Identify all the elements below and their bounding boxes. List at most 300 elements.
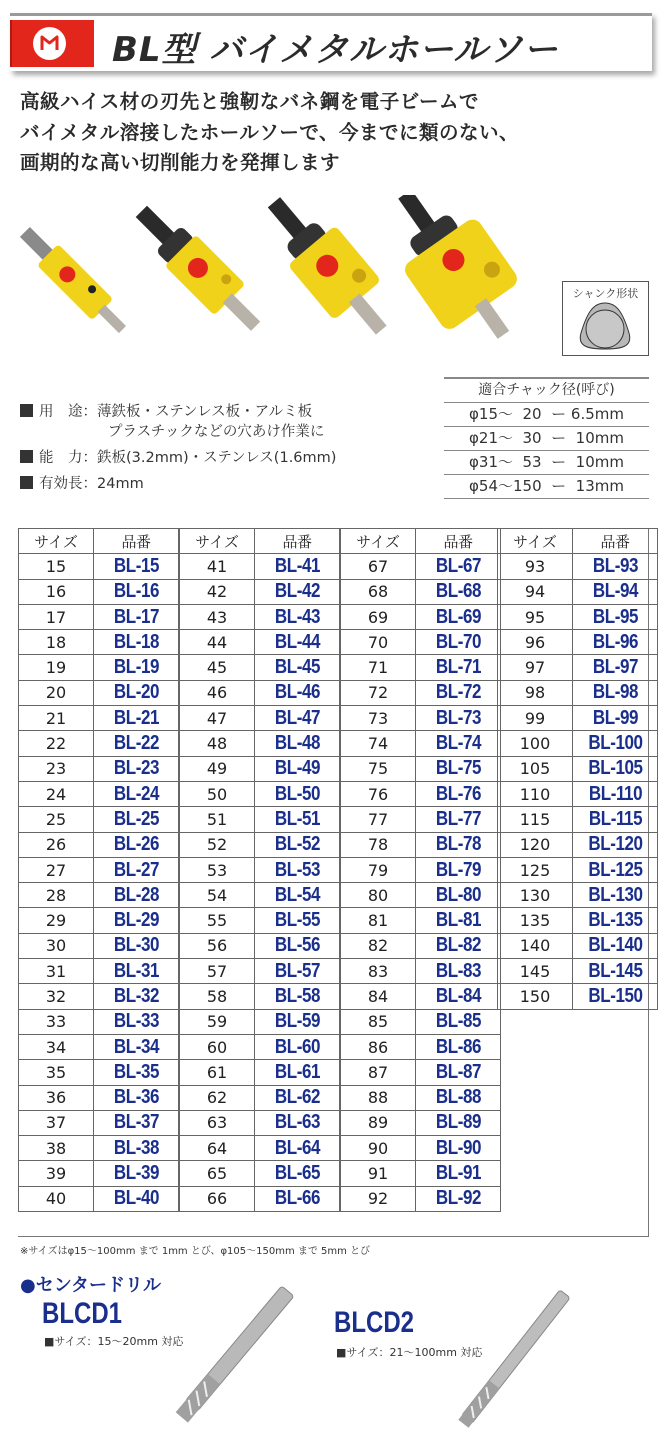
table-row <box>19 908 179 933</box>
table-row <box>180 781 340 806</box>
size-cell: 94 <box>498 579 573 604</box>
part-number-cell: BL-21 <box>100 706 172 731</box>
lead-line-1: 高級ハイス材の刃先と強靭なバネ鋼を電子ビームで <box>20 90 480 113</box>
square-bullet-icon <box>20 404 33 417</box>
size-cell: 93 <box>498 554 573 579</box>
table-row <box>19 1161 179 1186</box>
part-number-cell: BL-59 <box>261 1009 333 1034</box>
part-number-cell: BL-63 <box>261 1110 333 1135</box>
size-cell: 67 <box>341 554 416 579</box>
size-cell: 36 <box>19 1085 94 1110</box>
part-number-cell: BL-78 <box>422 832 494 857</box>
center-drill-title: ●センタードリル <box>20 1275 161 1296</box>
part-number-cell: BL-54 <box>261 883 333 908</box>
size-cell: 80 <box>341 883 416 908</box>
part-number-cell: BL-57 <box>261 959 333 984</box>
table-row <box>498 630 658 655</box>
size-cell: 130 <box>498 883 573 908</box>
table-row <box>180 554 340 579</box>
part-number-cell: BL-15 <box>100 554 172 579</box>
table-row <box>498 756 658 781</box>
size-cell: 85 <box>341 1009 416 1034</box>
table-row <box>19 1186 179 1211</box>
size-cell: 89 <box>341 1110 416 1135</box>
size-cell: 57 <box>180 959 255 984</box>
part-number-cell: BL-18 <box>100 630 172 655</box>
table-row <box>19 604 179 629</box>
table-header-row <box>19 529 179 554</box>
part-number-cell: BL-25 <box>100 807 172 832</box>
table-row <box>19 680 179 705</box>
size-cell: 43 <box>180 604 255 629</box>
table-header-row <box>341 529 501 554</box>
part-number-cell: BL-62 <box>261 1085 333 1110</box>
table-row <box>341 706 501 731</box>
part-number-cell: BL-37 <box>100 1110 172 1135</box>
part-number-cell: BL-73 <box>422 706 494 731</box>
part-number-cell: BL-71 <box>422 655 494 680</box>
size-cell: 15 <box>19 554 94 579</box>
table-row <box>19 807 179 832</box>
size-cell: 18 <box>19 630 94 655</box>
size-table <box>18 528 179 1212</box>
table-row <box>19 579 179 604</box>
table-row <box>341 1009 501 1034</box>
table-row <box>498 832 658 857</box>
spec-capacity: 能 力：鉄板(3.2mm)・ステンレス(1.6mm) <box>20 446 336 467</box>
part-number-cell: BL-70 <box>422 630 494 655</box>
size-cell: 73 <box>341 706 416 731</box>
column-header-part-number: 品番 <box>573 529 658 554</box>
table-row <box>341 604 501 629</box>
size-cell: 77 <box>341 807 416 832</box>
table-row <box>498 807 658 832</box>
size-cell: 150 <box>498 984 573 1009</box>
table-row <box>498 731 658 756</box>
size-cell: 135 <box>498 908 573 933</box>
size-cell: 91 <box>341 1161 416 1186</box>
chuck-row: φ15～ 20 ー 6.5mm <box>444 403 649 427</box>
part-number-cell: BL-27 <box>100 857 172 882</box>
table-row <box>180 756 340 781</box>
size-cell: 70 <box>341 630 416 655</box>
table-row <box>19 1034 179 1059</box>
part-number-cell: BL-100 <box>579 731 651 756</box>
table-row <box>19 1085 179 1110</box>
part-number-cell: BL-48 <box>261 731 333 756</box>
part-number-cell: BL-98 <box>579 680 651 705</box>
size-cell: 34 <box>19 1034 94 1059</box>
size-cell: 90 <box>341 1136 416 1161</box>
part-number-cell: BL-17 <box>100 604 172 629</box>
part-number-cell: BL-99 <box>579 706 651 731</box>
part-number-cell: BL-29 <box>100 908 172 933</box>
size-cell: 79 <box>341 857 416 882</box>
table-row <box>498 883 658 908</box>
size-cell: 145 <box>498 959 573 984</box>
part-number-cell: BL-68 <box>422 579 494 604</box>
chuck-row: φ54～150 ー 13mm <box>444 475 649 499</box>
spec-usage-cont: プラスチックなどの穴あけ作業に <box>108 424 325 440</box>
size-table-group-4 <box>497 528 658 1010</box>
size-cell: 56 <box>180 933 255 958</box>
table-row <box>180 604 340 629</box>
size-cell: 44 <box>180 630 255 655</box>
part-number-cell: BL-23 <box>100 756 172 781</box>
part-number-cell: BL-52 <box>261 832 333 857</box>
size-cell: 110 <box>498 781 573 806</box>
size-cell: 54 <box>180 883 255 908</box>
size-cell: 78 <box>341 832 416 857</box>
table-row <box>341 883 501 908</box>
size-cell: 88 <box>341 1085 416 1110</box>
square-bullet-icon <box>20 450 33 463</box>
size-cell: 35 <box>19 1060 94 1085</box>
table-row <box>341 807 501 832</box>
hole-saw-product-image <box>15 195 535 355</box>
center-drill-spec-1: ■サイズ：15～20mm 対応 <box>44 1335 184 1348</box>
part-number-cell: BL-69 <box>422 604 494 629</box>
column-header-part-number: 品番 <box>94 529 179 554</box>
size-cell: 125 <box>498 857 573 882</box>
part-number-cell: BL-34 <box>100 1034 172 1059</box>
size-cell: 87 <box>341 1060 416 1085</box>
column-header-size: サイズ <box>19 529 94 554</box>
size-cell: 16 <box>19 579 94 604</box>
table-row <box>180 1034 340 1059</box>
center-drill-image-2 <box>420 1285 600 1445</box>
size-cell: 61 <box>180 1060 255 1085</box>
size-cell: 50 <box>180 781 255 806</box>
part-number-cell: BL-135 <box>579 908 651 933</box>
part-number-cell: BL-66 <box>261 1186 333 1211</box>
size-cell: 100 <box>498 731 573 756</box>
column-header-size: サイズ <box>498 529 573 554</box>
column-header-part-number: 品番 <box>255 529 340 554</box>
part-number-cell: BL-38 <box>100 1136 172 1161</box>
part-number-cell: BL-140 <box>579 933 651 958</box>
table-row <box>341 1085 501 1110</box>
size-cell: 74 <box>341 731 416 756</box>
table-row <box>341 1186 501 1211</box>
size-cell: 19 <box>19 655 94 680</box>
part-number-cell: BL-41 <box>261 554 333 579</box>
part-number-cell: BL-83 <box>422 959 494 984</box>
size-cell: 66 <box>180 1186 255 1211</box>
size-cell: 29 <box>19 908 94 933</box>
size-cell: 39 <box>19 1161 94 1186</box>
chuck-table-header: 適合チャック径(呼び) <box>444 377 649 403</box>
part-number-cell: BL-93 <box>579 554 651 579</box>
lead-line-2: バイメタル溶接したホールソーで、今までに類のない、 <box>20 121 520 144</box>
table-row <box>341 959 501 984</box>
table-row <box>19 1009 179 1034</box>
size-note: ※サイズはφ15～100mm まで 1mm とび、φ105～150mm まで 5mm とび <box>20 1246 371 1257</box>
size-cell: 65 <box>180 1161 255 1186</box>
table-row <box>498 781 658 806</box>
table-row <box>180 883 340 908</box>
column-header-size: サイズ <box>341 529 416 554</box>
size-cell: 76 <box>341 781 416 806</box>
part-number-cell: BL-95 <box>579 604 651 629</box>
table-row <box>19 1110 179 1135</box>
table-row <box>341 781 501 806</box>
part-number-cell: BL-26 <box>100 832 172 857</box>
size-cell: 120 <box>498 832 573 857</box>
part-number-cell: BL-58 <box>261 984 333 1009</box>
part-number-cell: BL-79 <box>422 857 494 882</box>
table-row <box>498 908 658 933</box>
table-row <box>180 908 340 933</box>
size-cell: 47 <box>180 706 255 731</box>
table-row <box>498 680 658 705</box>
size-cell: 28 <box>19 883 94 908</box>
table-row <box>341 756 501 781</box>
table-row <box>341 933 501 958</box>
part-number-cell: BL-19 <box>100 655 172 680</box>
table-row <box>180 1085 340 1110</box>
part-number-cell: BL-105 <box>579 756 651 781</box>
part-number-cell: BL-45 <box>261 655 333 680</box>
table-header-row <box>498 529 658 554</box>
part-number-cell: BL-86 <box>422 1034 494 1059</box>
table-row <box>498 933 658 958</box>
size-cell: 21 <box>19 706 94 731</box>
size-table-group-3 <box>340 528 501 1212</box>
size-cell: 98 <box>498 680 573 705</box>
size-cell: 55 <box>180 908 255 933</box>
size-cell: 37 <box>19 1110 94 1135</box>
table-row <box>341 731 501 756</box>
table-header-row <box>180 529 340 554</box>
shank-shape-icon <box>577 301 633 351</box>
chuck-row: φ31～ 53 ー 10mm <box>444 451 649 475</box>
part-number-cell: BL-28 <box>100 883 172 908</box>
table-row <box>180 807 340 832</box>
square-bullet-icon <box>20 476 33 489</box>
table-row <box>19 706 179 731</box>
part-number-cell: BL-20 <box>100 680 172 705</box>
part-number-cell: BL-145 <box>579 959 651 984</box>
part-number-cell: BL-49 <box>261 756 333 781</box>
part-number-cell: BL-74 <box>422 731 494 756</box>
part-number-cell: BL-89 <box>422 1110 494 1135</box>
size-cell: 30 <box>19 933 94 958</box>
part-number-cell: BL-150 <box>579 984 651 1009</box>
part-number-cell: BL-50 <box>261 781 333 806</box>
table-row <box>498 579 658 604</box>
page-title: BL型 バイメタルホールソー <box>112 30 559 70</box>
part-number-cell: BL-85 <box>422 1009 494 1034</box>
size-cell: 45 <box>180 655 255 680</box>
size-cell: 17 <box>19 604 94 629</box>
part-number-cell: BL-43 <box>261 604 333 629</box>
center-drill-name-1: BLCD1 <box>42 1297 123 1330</box>
size-table <box>340 528 501 1212</box>
part-number-cell: BL-22 <box>100 731 172 756</box>
part-number-cell: BL-65 <box>261 1161 333 1186</box>
table-row <box>498 984 658 1009</box>
table-row <box>19 933 179 958</box>
part-number-cell: BL-47 <box>261 706 333 731</box>
part-number-cell: BL-92 <box>422 1186 494 1211</box>
part-number-cell: BL-36 <box>100 1085 172 1110</box>
size-cell: 33 <box>19 1009 94 1034</box>
table-row <box>498 604 658 629</box>
table-row <box>341 554 501 579</box>
part-number-cell: BL-81 <box>422 908 494 933</box>
part-number-cell: BL-87 <box>422 1060 494 1085</box>
table-row <box>498 655 658 680</box>
lead-line-3: 画期的な高い切削能力を発揮します <box>20 151 341 174</box>
size-cell: 83 <box>341 959 416 984</box>
part-number-cell: BL-82 <box>422 933 494 958</box>
table-row <box>341 857 501 882</box>
part-number-cell: BL-72 <box>422 680 494 705</box>
table-row <box>19 984 179 1009</box>
part-number-cell: BL-56 <box>261 933 333 958</box>
table-row <box>341 908 501 933</box>
size-table <box>179 528 340 1212</box>
table-row <box>180 706 340 731</box>
table-row <box>180 959 340 984</box>
table-row <box>341 832 501 857</box>
part-number-cell: BL-44 <box>261 630 333 655</box>
size-cell: 60 <box>180 1034 255 1059</box>
table-row <box>341 1034 501 1059</box>
size-cell: 41 <box>180 554 255 579</box>
part-number-cell: BL-30 <box>100 933 172 958</box>
part-number-cell: BL-130 <box>579 883 651 908</box>
table-row <box>19 781 179 806</box>
table-row <box>180 1110 340 1135</box>
part-number-cell: BL-125 <box>579 857 651 882</box>
part-number-cell: BL-97 <box>579 655 651 680</box>
size-cell: 63 <box>180 1110 255 1135</box>
table-row <box>498 857 658 882</box>
part-number-cell: BL-46 <box>261 680 333 705</box>
size-cell: 27 <box>19 857 94 882</box>
part-number-cell: BL-24 <box>100 781 172 806</box>
part-number-cell: BL-40 <box>100 1186 172 1211</box>
size-cell: 25 <box>19 807 94 832</box>
part-number-cell: BL-61 <box>261 1060 333 1085</box>
size-table-group-1 <box>18 528 179 1212</box>
table-row <box>498 959 658 984</box>
part-number-cell: BL-110 <box>579 781 651 806</box>
part-number-cell: BL-42 <box>261 579 333 604</box>
size-cell: 140 <box>498 933 573 958</box>
table-row <box>19 959 179 984</box>
table-row <box>341 680 501 705</box>
size-table <box>497 528 658 1010</box>
part-number-cell: BL-94 <box>579 579 651 604</box>
size-cell: 64 <box>180 1136 255 1161</box>
table-row <box>498 706 658 731</box>
size-table-group-2 <box>179 528 340 1212</box>
size-cell: 26 <box>19 832 94 857</box>
table-row <box>180 832 340 857</box>
shank-shape-box <box>562 281 649 356</box>
part-number-cell: BL-96 <box>579 630 651 655</box>
part-number-cell: BL-75 <box>422 756 494 781</box>
table-row <box>180 933 340 958</box>
table-row <box>19 731 179 756</box>
table-row <box>341 1060 501 1085</box>
column-header-size: サイズ <box>180 529 255 554</box>
size-cell: 58 <box>180 984 255 1009</box>
size-cell: 69 <box>341 604 416 629</box>
table-row <box>19 1136 179 1161</box>
table-row <box>19 756 179 781</box>
part-number-cell: BL-120 <box>579 832 651 857</box>
part-number-cell: BL-60 <box>261 1034 333 1059</box>
shank-shape-label: シャンク形状 <box>572 287 639 300</box>
table-row <box>180 1060 340 1085</box>
size-cell: 59 <box>180 1009 255 1034</box>
size-cell: 82 <box>341 933 416 958</box>
size-cell: 92 <box>341 1186 416 1211</box>
size-cell: 96 <box>498 630 573 655</box>
table-row <box>180 1161 340 1186</box>
spec-usage: 用 途：薄鉄板・ステンレス板・アルミ板 <box>20 400 312 421</box>
size-cell: 72 <box>341 680 416 705</box>
table-row <box>180 984 340 1009</box>
size-cell: 53 <box>180 857 255 882</box>
size-cell: 75 <box>341 756 416 781</box>
table-row <box>180 1009 340 1034</box>
part-number-cell: BL-33 <box>100 1009 172 1034</box>
size-cell: 71 <box>341 655 416 680</box>
part-number-cell: BL-53 <box>261 857 333 882</box>
table-row <box>19 857 179 882</box>
size-cell: 97 <box>498 655 573 680</box>
part-number-cell: BL-35 <box>100 1060 172 1085</box>
table-row <box>19 832 179 857</box>
table-row <box>498 554 658 579</box>
table-row <box>19 655 179 680</box>
column-header-part-number: 品番 <box>416 529 501 554</box>
size-cell: 84 <box>341 984 416 1009</box>
table-row <box>180 1136 340 1161</box>
center-drill-name-2: BLCD2 <box>334 1306 415 1339</box>
size-cell: 52 <box>180 832 255 857</box>
size-cell: 51 <box>180 807 255 832</box>
table-row <box>341 984 501 1009</box>
size-cell: 68 <box>341 579 416 604</box>
size-cell: 38 <box>19 1136 94 1161</box>
table-row <box>19 554 179 579</box>
table-row <box>19 630 179 655</box>
table-row <box>180 1186 340 1211</box>
part-number-cell: BL-16 <box>100 579 172 604</box>
size-cell: 105 <box>498 756 573 781</box>
size-cell: 62 <box>180 1085 255 1110</box>
spec-effective-length: 有効長：24mm <box>20 472 144 493</box>
part-number-cell: BL-39 <box>100 1161 172 1186</box>
part-number-cell: BL-90 <box>422 1136 494 1161</box>
center-drill-image-1 <box>140 1275 320 1445</box>
table-row <box>19 1060 179 1085</box>
table-row <box>180 680 340 705</box>
size-cell: 115 <box>498 807 573 832</box>
table-row <box>180 857 340 882</box>
table-row <box>341 630 501 655</box>
part-number-cell: BL-55 <box>261 908 333 933</box>
size-cell: 32 <box>19 984 94 1009</box>
size-cell: 48 <box>180 731 255 756</box>
part-number-cell: BL-51 <box>261 807 333 832</box>
